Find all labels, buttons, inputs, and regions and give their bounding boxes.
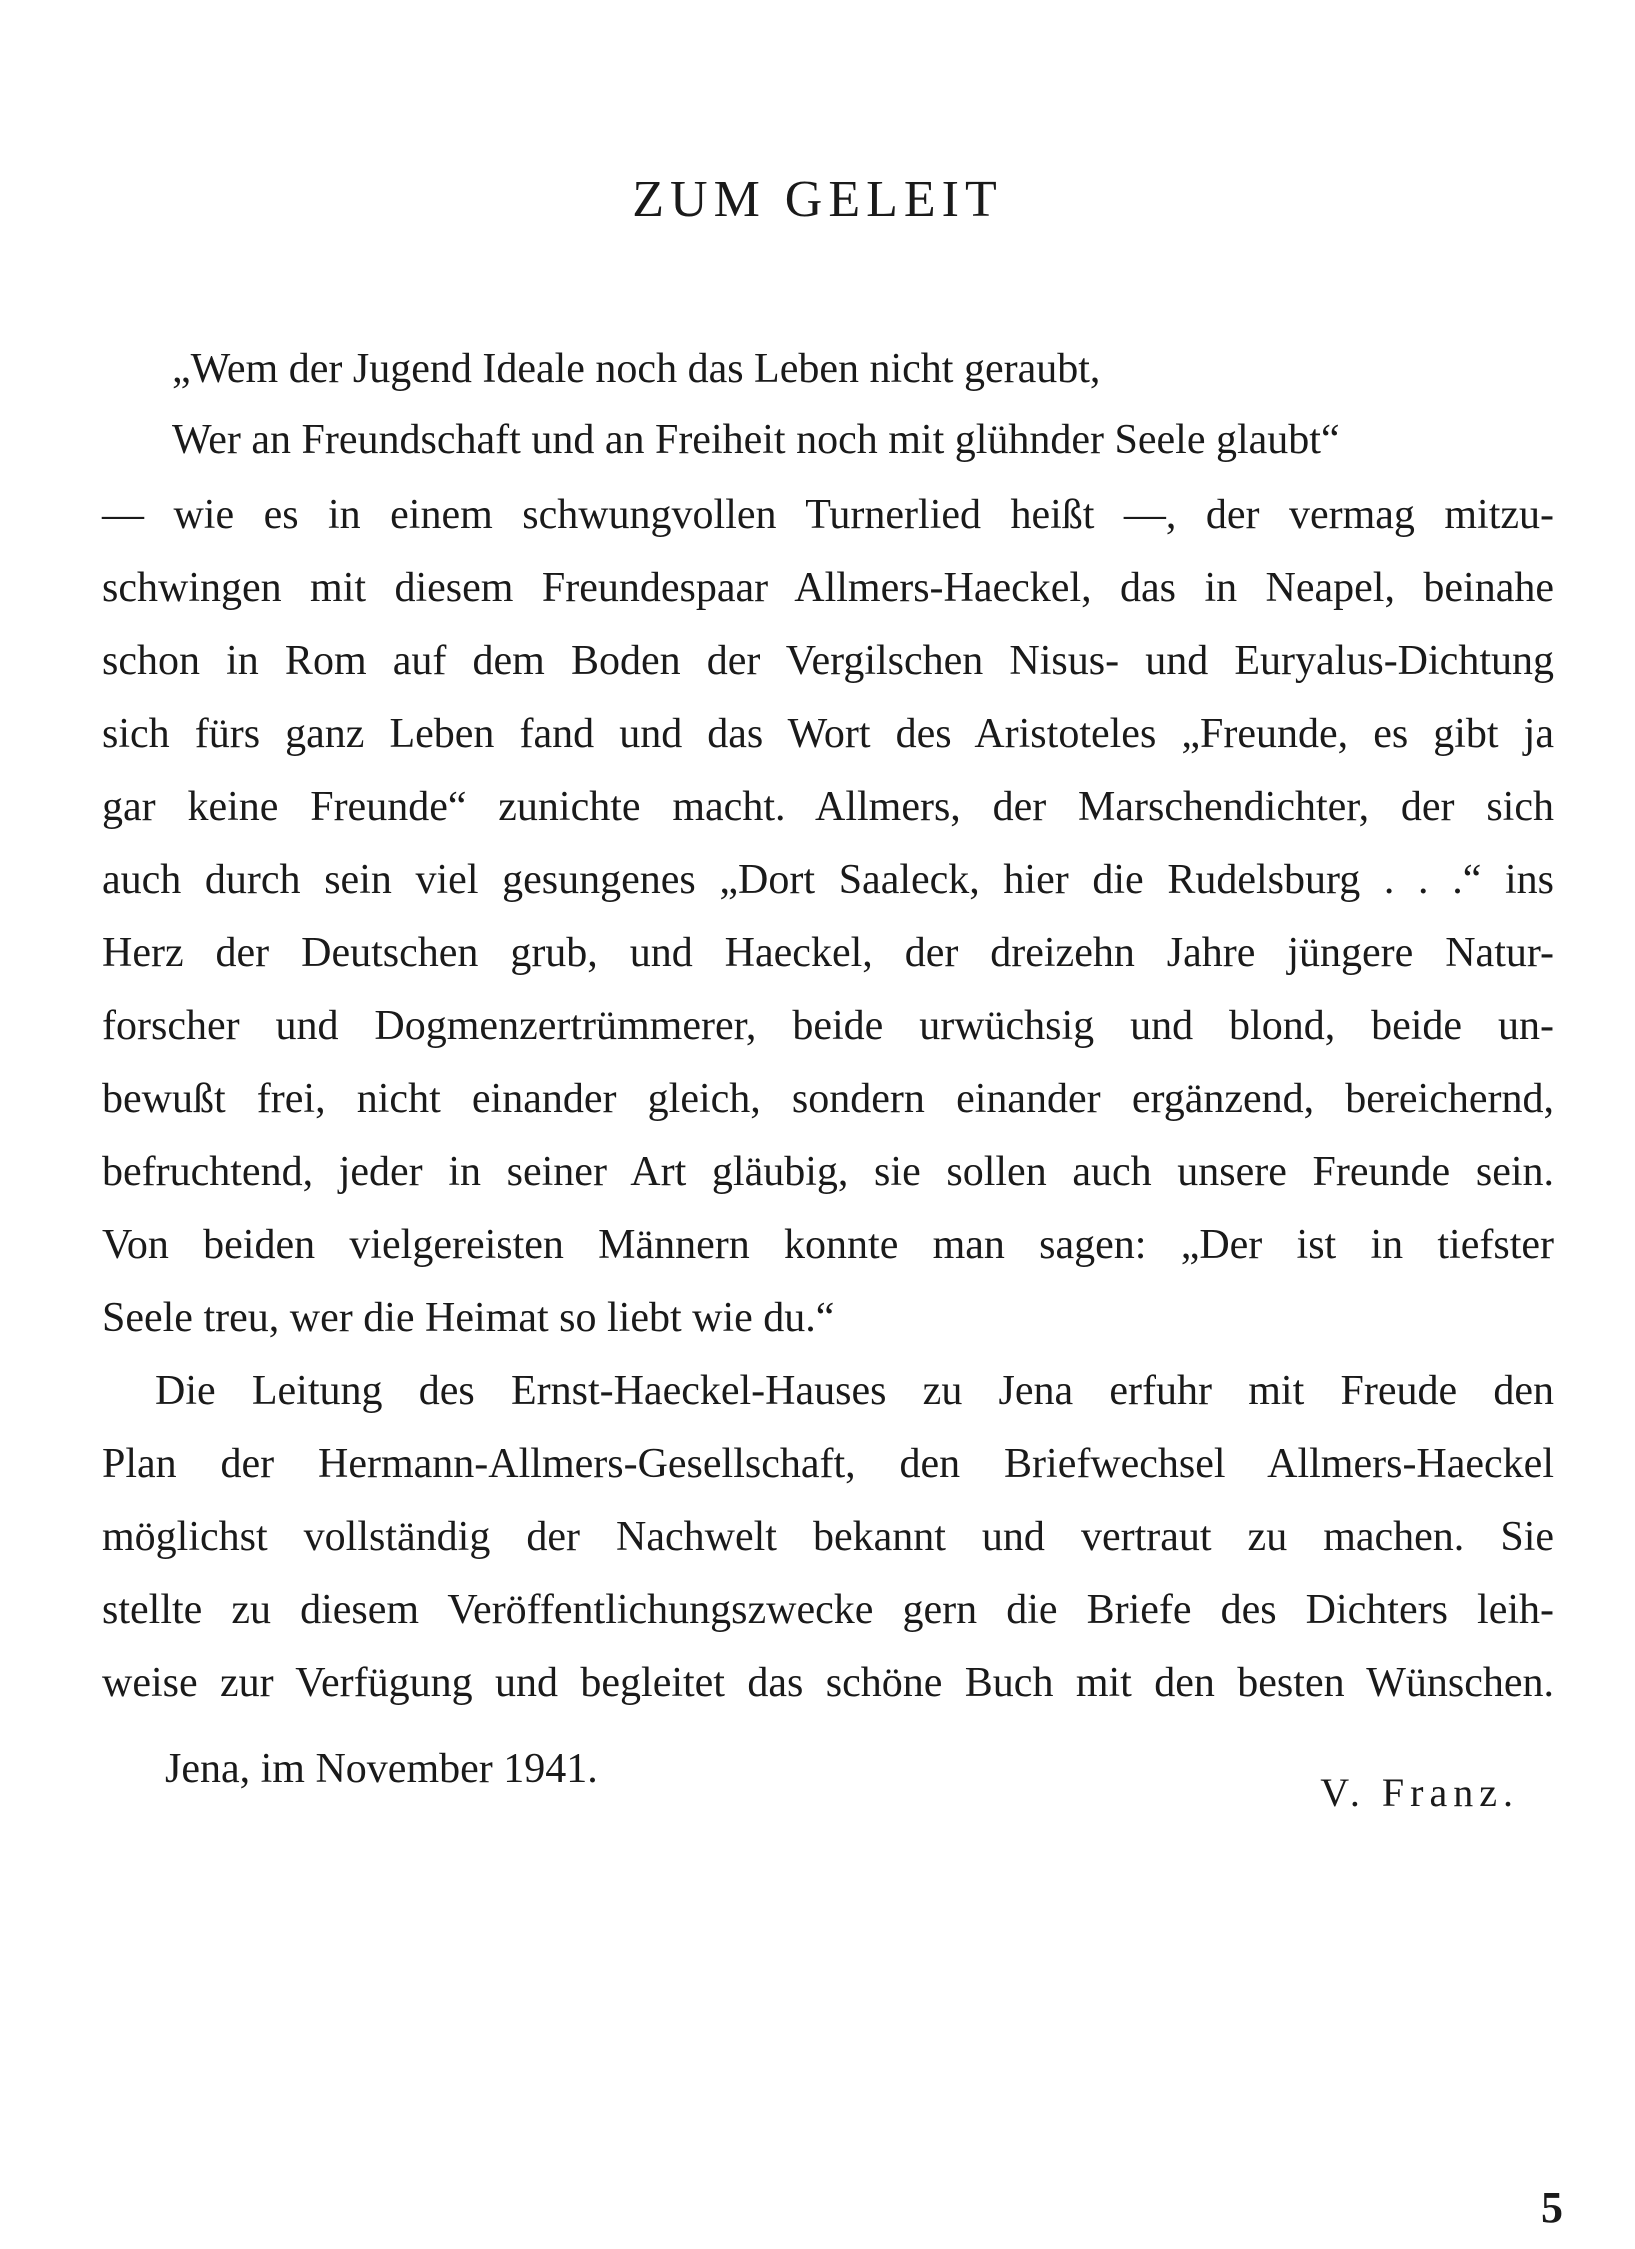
text-line: weise zur Verfügung und begleitet das schöne Buch mit den besten Wünschen. (102, 1660, 1554, 1706)
text-line: forscher und Dogmenzertrümmerer, beide urwüchsig und blond, beide un- (102, 1003, 1554, 1049)
signature: V. Franz. (1320, 1770, 1519, 1815)
text-line: — wie es in einem schwungvollen Turnerlied heißt —, der vermag mitzu- (102, 492, 1554, 538)
text-line: Die Leitung des Ernst-Haeckel-Hauses zu Jena erfuhr mit Freude den (155, 1368, 1554, 1414)
text-line: stellte zu diesem Veröffentlichungszwecke gern die Briefe des Dichters leih- (102, 1587, 1554, 1633)
page-number: 5 (1541, 2183, 1563, 2232)
page-title: ZUM GELEIT (632, 171, 1003, 228)
text-line: auch durch sein viel gesungenes „Dort Saaleck, hier die Rudelsburg . . .“ ins (102, 857, 1554, 903)
text-line: Herz der Deutschen grub, und Haeckel, der dreizehn Jahre jüngere Natur- (102, 930, 1554, 976)
text-line: Plan der Hermann-Allmers-Gesellschaft, den Briefwechsel Allmers-Haeckel (102, 1441, 1554, 1487)
place-date: Jena, im November 1941. (165, 1746, 598, 1792)
text-line: gar keine Freunde“ zunichte macht. Allmers, der Marschendichter, der sich (102, 784, 1554, 830)
text-line: möglichst vollständig der Nachwelt bekannt und vertraut zu machen. Sie (102, 1514, 1554, 1560)
text-line: Wer an Freundschaft und an Freiheit noch mit glühnder Seele glaubt“ (172, 417, 1340, 463)
text-line: „Wem der Jugend Ideale noch das Leben nicht geraubt, (172, 346, 1101, 392)
text-line: Seele treu, wer die Heimat so liebt wie du.“ (102, 1295, 835, 1341)
text-line: sich fürs ganz Leben fand und das Wort des Aristoteles „Freunde, es gibt ja (102, 711, 1554, 757)
text-line: schwingen mit diesem Freundespaar Allmers-Haeckel, das in Neapel, beinahe (102, 565, 1554, 611)
text-line: Von beiden vielgereisten Männern konnte man sagen: „Der ist in tiefster (102, 1222, 1554, 1268)
text-line: schon in Rom auf dem Boden der Vergilschen Nisus- und Euryalus-Dichtung (102, 638, 1554, 684)
text-line: bewußt frei, nicht einander gleich, sondern einander ergänzend, bereichernd, (102, 1076, 1554, 1122)
text-line: befruchtend, jeder in seiner Art gläubig, sie sollen auch unsere Freunde sein. (102, 1149, 1554, 1195)
